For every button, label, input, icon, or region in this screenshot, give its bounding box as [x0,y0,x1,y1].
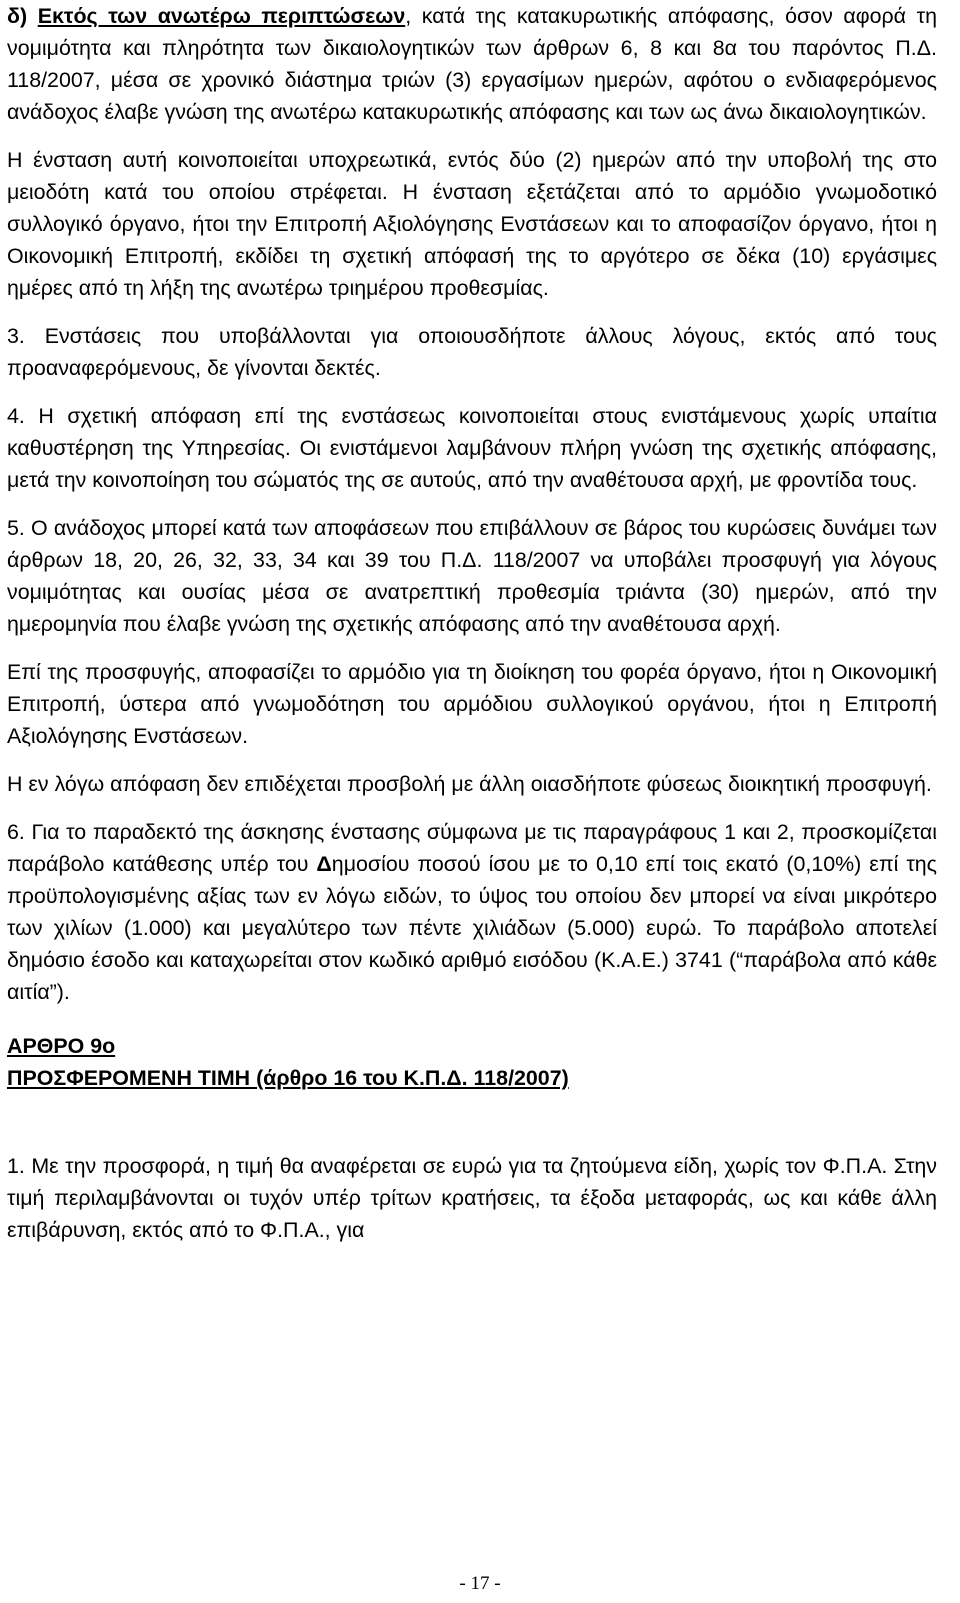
paragraph-d-text: , κατά της κατακυρωτικής απόφασης, όσον αφορά τη νομιμότητα και πληρότητα των δικαιολογητικών των άρθρων 6, 8 και 8α του παρόντος Π.Δ. 118/2007, μέσα σε χρονικό διάστημα τριών (3) εργασίμων ημερών, αφότου ο ενδιαφερόμενος ανάδοχος έλαβε γνώση της ανωτέρω κατακυρωτικής απόφασης και των ως άνω δικαιολογητικών. [7,4,937,124]
paragraph-d-prefix: δ) [7,4,38,28]
paragraph-5: 5. Ο ανάδοχος μπορεί κατά των αποφάσεων που επιβάλλουν σε βάρος του κυρώσεις δυνάμει των άρθρων 18, 20, 26, 32, 33, 34 και 39 του Π.Δ. 118/2007 να υποβάλει προσφυγή για λόγους νομιμότητας και ουσίας μέσα σε ανατρεπτική προθεσμία τριάντα (30) ημερών, από την ημερομηνία που έλαβε γνώση της σχετικής απόφασης από την αναθέτουσα αρχή. [7,516,937,636]
paragraph-d-underlined: Εκτός των ανωτέρω περιπτώσεων [37,4,406,28]
document-page [7,0,937,1246]
paragraph-4: 4. Η σχετική απόφαση επί της ενστάσεως κοινοποιείται στους ενιστάμενους χωρίς υπαίτια καθυστέρηση της Υπηρεσίας. Οι ενιστάμενοι λαμβάνουν πλήρη γνώση της σχετικής απόφασης, μετά την κοινοποίηση του σώματός της σε αυτούς, από την αναθέτουσα αρχή, με φροντίδα τους. [7,404,937,492]
article-title: ΠΡΟΣΦΕΡΟΜΕΝΗ ΤΙΜΗ (άρθρο 16 του Κ.Π.Δ. 118/2007) [7,1066,569,1090]
paragraph-objection-notice: Η ένσταση αυτή κοινοποιείται υποχρεωτικά, εντός δύο (2) ημερών από την υποβολή της στο μειοδότη κατά του οποίου στρέφεται. Η ένσταση εξετάζεται από το αρμόδιο γνωμοδοτικό συλλογικό όργανο, ήτοι την Επιτροπή Αξιολόγησης Ενστάσεων και το αποφασίζον όργανο, ήτοι η Οικονομική Επιτροπή, εκδίδει τη σχετική απόφασή της το αργότερο σε δέκα (10) εργάσιμες ημέρες από τη λήξη της ανωτέρω τριημέρου προθεσμίας. [7,148,937,300]
paragraph-d [7,0,937,128]
paragraph-appeal: Επί της προσφυγής, αποφασίζει το αρμόδιο για τη διοίκηση του φορέα όργανο, ήτοι η Οικονομική Επιτροπή, ύστερα από γνωμοδότηση του αρμόδιου συλλογικού οργάνου, ήτοι η Επιτροπή Αξιολόγησης Ενστάσεων. [7,660,937,748]
article-number: ΑΡΘΡΟ 9ο [7,1034,116,1058]
paragraph-6-part-b: ημοσίου ποσού ίσου με το 0,10 επί τοις εκατό (0,10%) επί της προϋπολογισμένης αξίας των εν λόγω ειδών, το ύψος του οποίου δεν μπορεί να είναι μικρότερο των χιλίων (1.000) και μεγαλύτερο των πέντε χιλιάδων (5.000) ευρώ. Το παράβολο αποτελεί δημόσιο έσοδο και καταχωρείται στον κωδικό αριθμό εισόδου (Κ.Α.Ε.) 3741 (“παράβολα από κάθε αιτία”). [7,852,937,1004]
article-heading [7,1030,937,1094]
paragraph-6 [7,816,937,1008]
paragraph-6-bold-letter: Δ [316,852,332,876]
page-number: - 17 - [459,1573,501,1594]
paragraph-6-part-a: 6. Για το παραδεκτό της άσκησης ένστασης σύμφωνα με τις παραγράφους 1 και 2, προσκομίζεται παράβολο κατάθεσης υπέρ του [7,820,937,876]
paragraph-decision-final: Η εν λόγω απόφαση δεν επιδέχεται προσβολή με άλλη οιασδήποτε φύσεως διοικητική προσφυγή. [7,772,932,796]
paragraph-3: 3. Ενστάσεις που υποβάλλονται για οποιουσδήποτε άλλους λόγους, εκτός από τους προαναφερόμενους, δε γίνονται δεκτές. [7,324,937,380]
paragraph-price-1: 1. Με την προσφορά, η τιμή θα αναφέρεται σε ευρώ για τα ζητούμενα είδη, χωρίς τον Φ.Π.Α. Στην τιμή περιλαμβάνονται οι τυχόν υπέρ τρίτων κρατήσεις, τα έξοδα μεταφοράς, ως και κάθε άλλη επιβάρυνση, εκτός από το Φ.Π.Α., για [7,1154,937,1242]
